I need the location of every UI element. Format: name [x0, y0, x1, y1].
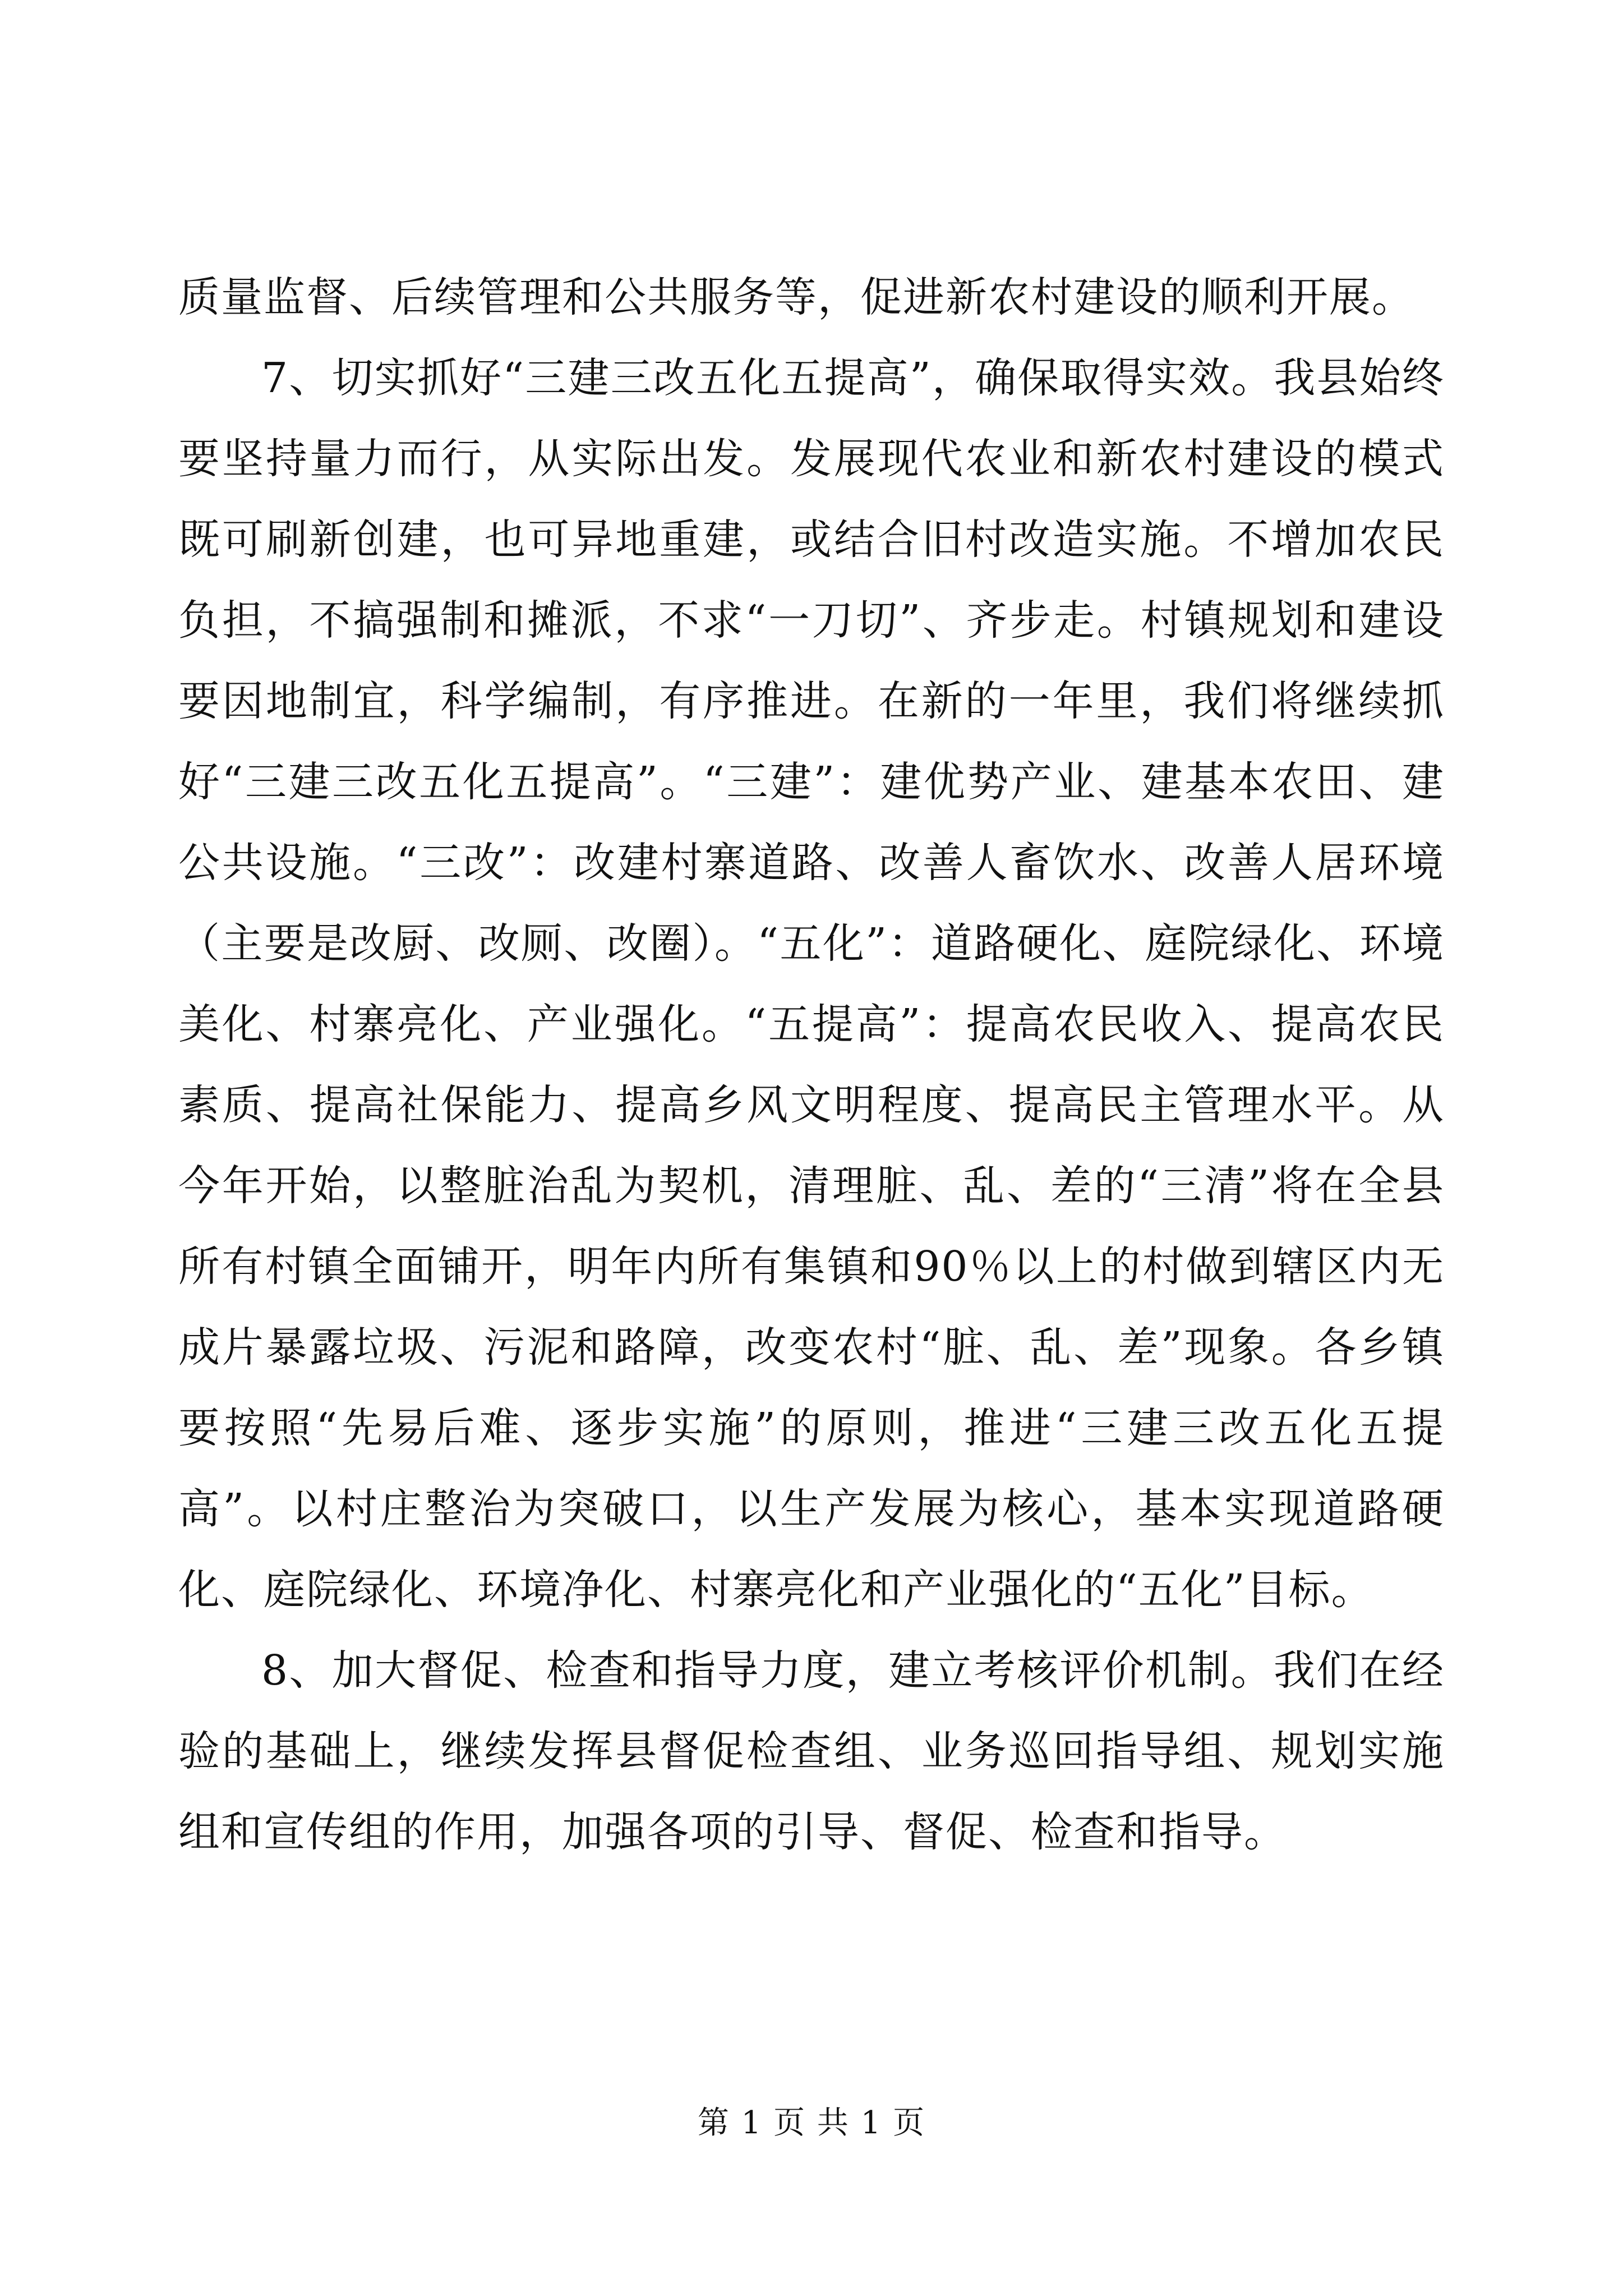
paragraph-continuation: 质量监督、后续管理和公共服务等，促进新农村建设的顺利开展。: [178, 273, 1414, 321]
paragraph-item-8: 8、加大督促、检查和指导力度，建立考核评价机制。我们在经验的基础上，继续发挥县督促检查组、业务巡回指导组、规划实施组和宣传组的作用，加强各项的引导、督促、检查和指导。: [178, 1646, 1445, 1856]
paragraph-item-7: 7、切实抓好“三建三改五化五提高”，确保取得实效。我县始终要坚持量力而行，从实际出发。发展现代农业和新农村建设的模式既可刷新创建，也可异地重建，或结合旧村改造实施。不增加农民负担，不搞强制和摊派，不求“一刀切”、齐步走。村镇规划和建设要因地制宜，科学编制，有序推进。在新的一年里，我们将继续抓好“三建三改五化五提高”。“三建”：建优势产业、建基本农田、建公共设施。“三改”：改建村寨道路、改善人畜饮水、改善人居环境（主要是改厨、改厕、改圈）。“五化”：道路硬化、庭院绿化、环境美化、村寨亮化、产业强化。“五提高”：提高农民收入、提高农民素质、提高社保能力、提高乡风文明程度、提高民主管理水平。从今年开始，以整脏治乱为契机，清理脏、乱、差的“三清”将在全县所有村镇全面铺开，明年内所有集镇和90％以上的村做到辖区内无成片暴露垃圾、污泥和路障，改变农村“脏、乱、差”现象。各乡镇要按照“先易后难、逐步实施”的原则，推进“三建三改五化五提高”。以村庄整治为突破口，以生产发展为核心，基本实现道路硬化、庭院绿化、环境净化、村寨亮化和产业强化的“五化”目标。: [178, 354, 1445, 1614]
document-body: [178, 257, 1445, 1872]
page-number-footer: 第 1 页 共 1 页: [697, 2105, 926, 2141]
